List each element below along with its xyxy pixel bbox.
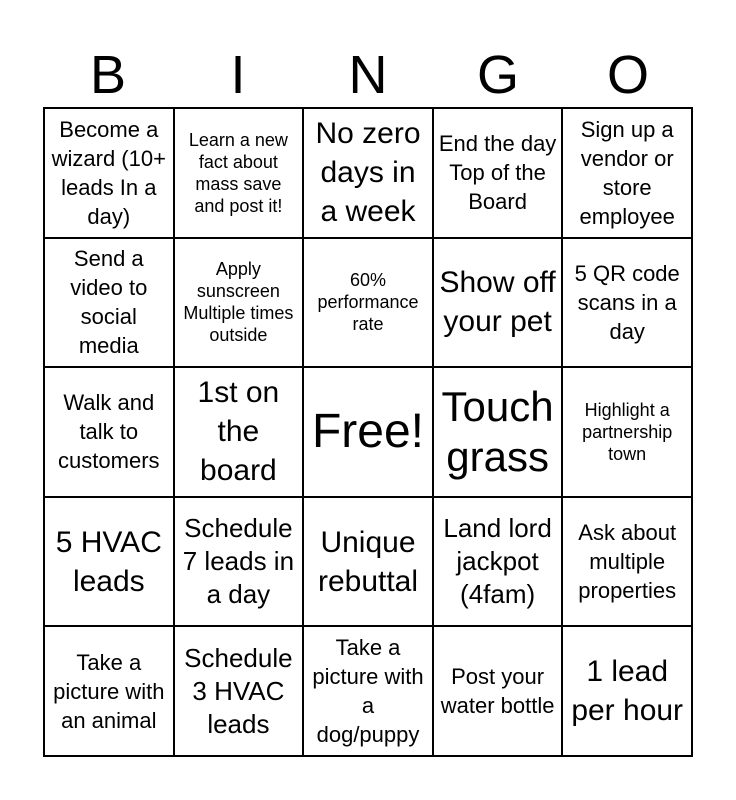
bingo-cell[interactable]: 1 lead per hour [562,626,692,756]
header-letter-g: G [476,45,519,105]
bingo-board [43,107,693,757]
bingo-cell[interactable]: End the day Top of the Board [433,108,563,238]
bingo-cell[interactable]: 60% performance rate [303,238,433,368]
bingo-cell[interactable]: Sign up a vendor or store employee [562,108,692,238]
bingo-cell[interactable]: Schedule 7 leads in a day [174,497,304,627]
header-letter-o: O [606,45,649,105]
header-letter-n: N [348,45,388,105]
bingo-cell[interactable]: Take a picture with an animal [44,626,174,756]
bingo-cell[interactable]: No zero days in a week [303,108,433,238]
bingo-cell[interactable]: 5 QR code scans in a day [562,238,692,368]
bingo-cell[interactable]: Learn a new fact about mass save and post it! [174,108,304,238]
free-space-cell[interactable]: Free! [303,367,433,497]
bingo-cell[interactable]: 5 HVAC leads [44,497,174,627]
bingo-cell[interactable]: Ask about multiple properties [562,497,692,627]
bingo-cell[interactable]: Post your water bottle [433,626,563,756]
bingo-cell[interactable]: Send a video to social media [44,238,174,368]
bingo-cell[interactable]: Show off your pet [433,238,563,368]
bingo-header [43,44,693,106]
header-letter-b: B [89,45,127,105]
bingo-cell[interactable]: Take a picture with a dog/puppy [303,626,433,756]
bingo-cell[interactable]: Unique rebuttal [303,497,433,627]
bingo-cell[interactable]: Touch grass [433,367,563,497]
bingo-cell[interactable]: Highlight a partnership town [562,367,692,497]
header-letter-i: I [230,45,246,105]
bingo-cell[interactable]: Land lord jackpot (4fam) [433,497,563,627]
bingo-cell[interactable]: 1st on the board [174,367,304,497]
bingo-cell[interactable]: Apply sunscreen Multiple times outside [174,238,304,368]
bingo-cell[interactable]: Schedule 3 HVAC leads [174,626,304,756]
bingo-cell[interactable]: Walk and talk to customers [44,367,174,497]
bingo-cell[interactable]: Become a wizard (10+ leads In a day) [44,108,174,238]
